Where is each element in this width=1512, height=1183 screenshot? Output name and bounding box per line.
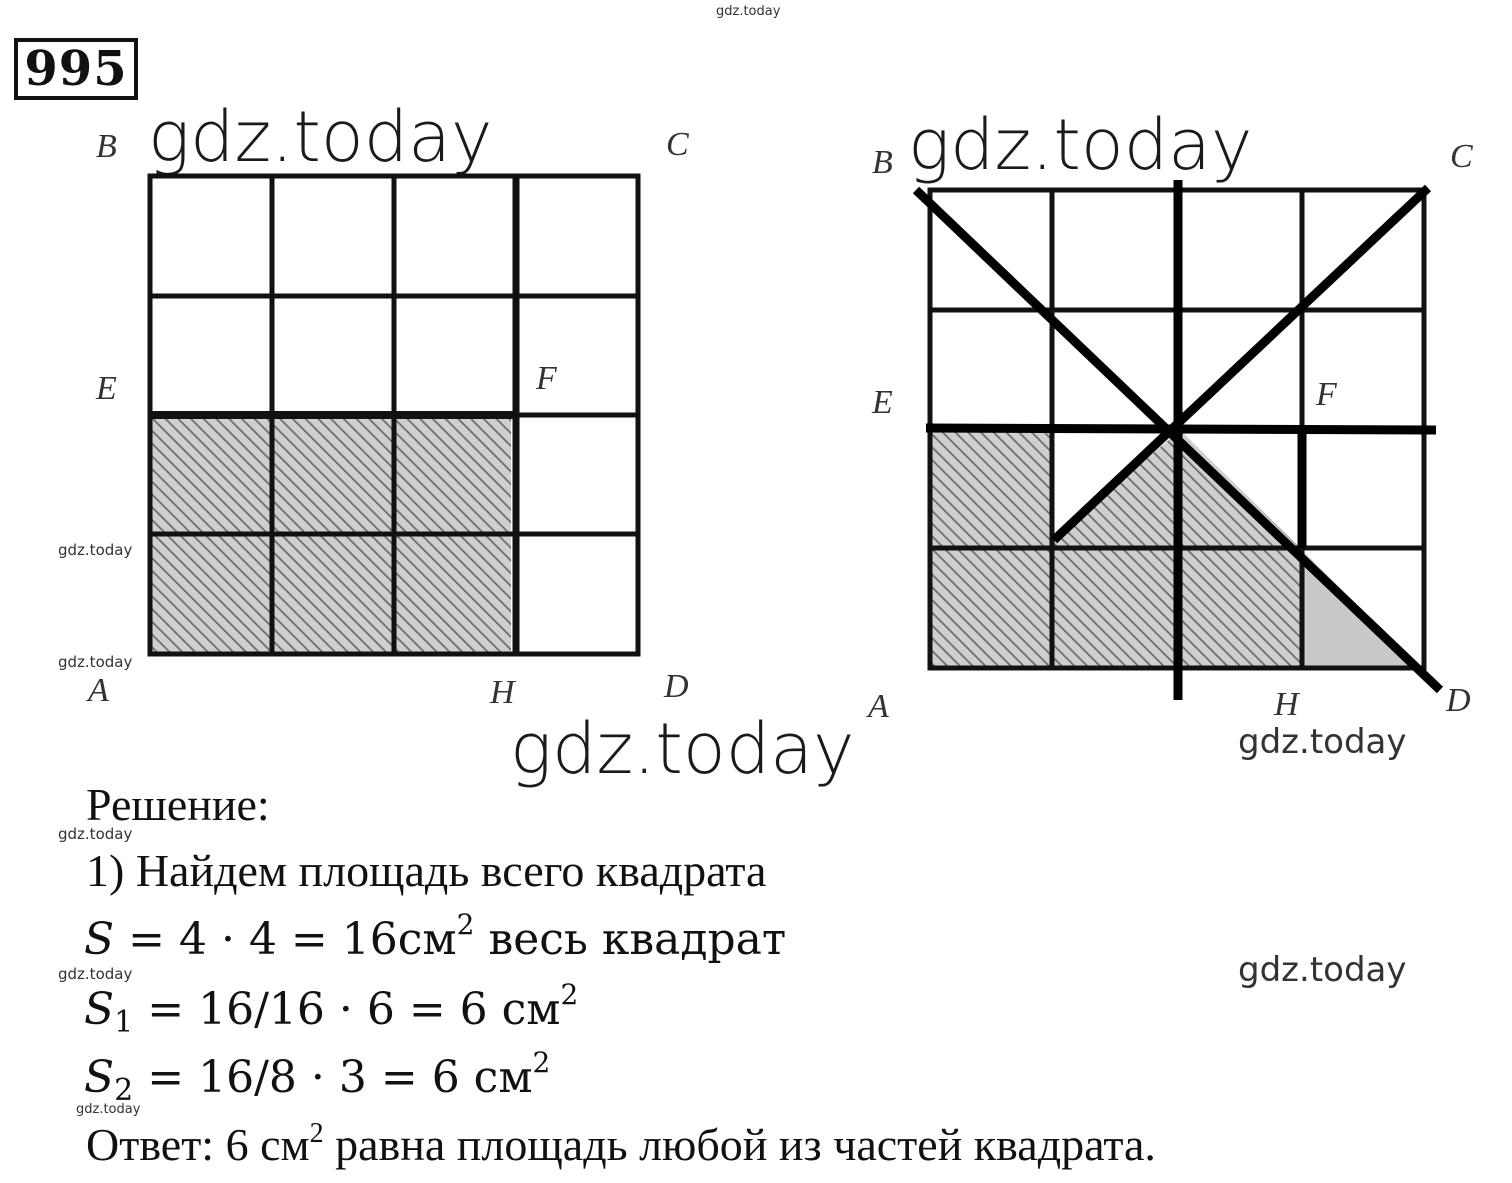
equation-2	[84, 978, 579, 1040]
label-A-right: A	[868, 688, 889, 725]
eq2-exp: 2	[560, 978, 579, 1011]
label-C-right: C	[1450, 138, 1473, 175]
answer-post: равна площадь любой из частей квадрата.	[323, 1119, 1156, 1170]
figure-right	[916, 180, 1440, 700]
watermark-top: gdz.today	[716, 4, 781, 19]
watermark-small-2: gdz.today	[58, 653, 133, 671]
eq1-lhs: S	[84, 914, 115, 965]
label-A-left: A	[88, 672, 109, 709]
equation-3	[84, 1046, 551, 1108]
label-H-right: H	[1274, 686, 1299, 723]
watermark-large-1: gdz.today	[148, 96, 493, 178]
label-D-right: D	[1446, 682, 1471, 719]
label-E-left: E	[96, 370, 117, 407]
watermark-small-1: gdz.today	[58, 541, 133, 559]
eq3-lhs: S	[84, 1052, 115, 1103]
label-F-right: F	[1316, 376, 1337, 413]
label-E-right: E	[872, 384, 893, 421]
solution-heading: Решение:	[86, 779, 270, 830]
watermark-large-2: gdz.today	[908, 104, 1253, 186]
eq1-rhs: = 4 · 4 = 16см	[114, 914, 457, 965]
answer	[86, 1118, 1156, 1170]
answer-exp: 2	[309, 1118, 324, 1149]
label-D-left: D	[664, 668, 689, 705]
watermark-small-4: gdz.today	[58, 965, 133, 983]
eq1-tail: весь квадрат	[474, 914, 787, 965]
label-C-left: C	[666, 126, 689, 163]
eq2-rhs: = 16/16 · 6 = 6 см	[133, 984, 561, 1035]
label-F-left: F	[536, 360, 557, 397]
eq3-exp: 2	[532, 1046, 551, 1079]
watermark-large-3: gdz.today	[510, 708, 855, 790]
eq3-sub: 2	[114, 1073, 134, 1108]
problem-number: 995	[14, 38, 138, 100]
eq2-sub: 1	[114, 1005, 134, 1040]
label-B-left: B	[96, 128, 117, 165]
answer-pre: Ответ: 6 см	[86, 1119, 310, 1170]
solution-step1: 1) Найдем площадь всего квадрата	[86, 845, 767, 896]
eq2-lhs: S	[84, 984, 115, 1035]
label-B-right: B	[872, 144, 893, 181]
figure-left	[150, 176, 638, 654]
watermark-medium-1: gdz.today	[1238, 722, 1407, 762]
label-H-left: H	[490, 674, 515, 711]
watermark-small-3: gdz.today	[58, 825, 133, 843]
eq3-rhs: = 16/8 · 3 = 6 см	[133, 1052, 533, 1103]
watermark-small-5: gdz.today	[76, 1102, 141, 1117]
watermark-medium-2: gdz.today	[1238, 950, 1407, 990]
eq1-exp: 2	[456, 908, 475, 941]
equation-1	[84, 908, 787, 965]
